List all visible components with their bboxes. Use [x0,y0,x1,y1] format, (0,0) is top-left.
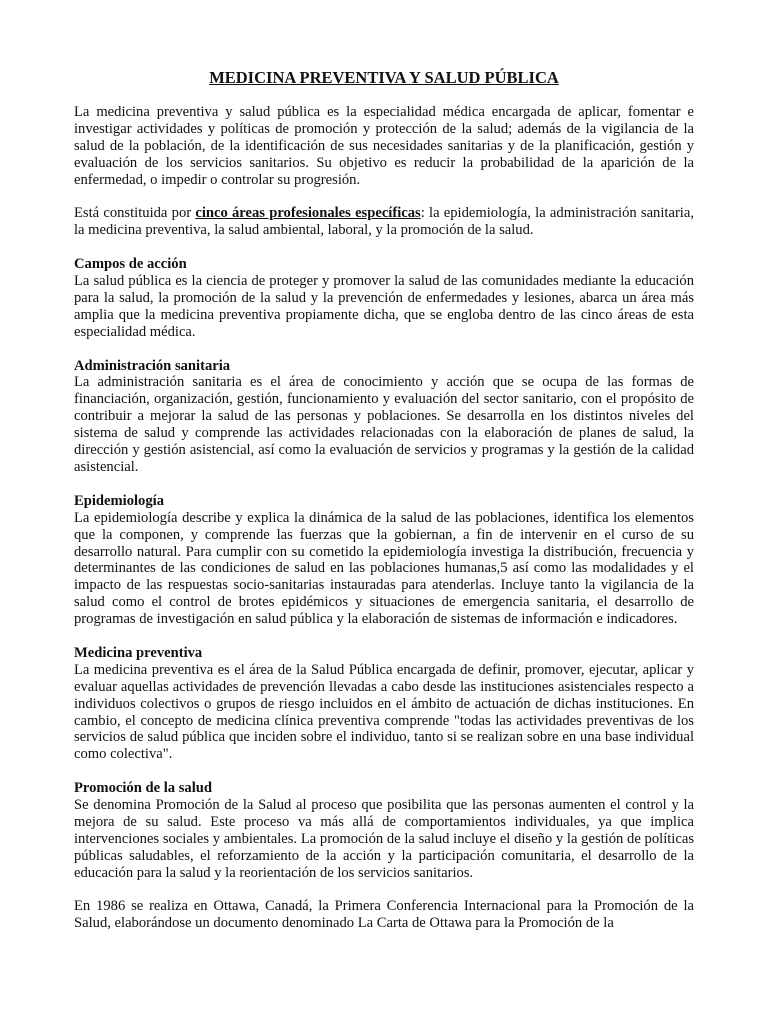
areas-prefix: Está constituida por [74,205,196,222]
document-body [74,104,694,932]
section-text-epidemiologia: La epidemiología describe y explica la dinámica de la salud de las poblaciones, identifica los elementos que la componen, y comprende las fuerzas que la gobiernan, a fin de intervenir en el curso de su desarrollo natural. Para cumplir con su cometido la epidemiología investiga la distribución, frecuencia y determinantes de las condiciones de salud en las poblaciones humanas,5 así como las modalidades y el impacto de las respuestas socio-sanitarias instauradas para atenderlas. Incluye tanto la vigilancia de la salud como el control de brotes epidémicos y situaciones de emergencia sanitaria, el desarrollo de programas de investigación en salud pública y la elaboración de sistemas de información e indicadores. [74,509,694,628]
section-text-campos: La salud pública es la ciencia de proteger y promover la salud de las comunidades mediante la educación para la salud, la promoción de la salud y la prevención de enfermedades y lesiones, abarca un área más amplia que la medicina preventiva propiamente dicha, que se engloba dentro de las cinco áreas de esta especialidad médica. [74,273,694,340]
section-text-administracion: La administración sanitaria es el área de conocimiento y acción que se ocupa de las formas de financiación, organización, gestión, funcionamiento y evaluación del sector sanitario, con el propósito de contribuir a mejorar la salud de las personas y poblaciones. Se desarrolla en los distintos niveles del sistema de salud y comprende las actividades relacionadas con la elaboración de planes de salud, la dirección y gestión asistencial, así como la evaluación de servicios y programas y la gestión de la calidad asistencial. [74,374,694,475]
intro-paragraph: La medicina preventiva y salud pública es la especialidad médica encargada de aplicar, fomentar e investigar actividades y políticas de promoción y protección de la salud; además de la vigilancia de la salud de la población, de la identificación de sus necesidades sanitarias y de la planificación, gestión y evaluación de los servicios sanitarios. Su objetivo es reducir la probabilidad de la aparición de la enfermedad, o impedir o controlar su progresión. [74,104,694,188]
areas-link[interactable]: cinco áreas profesionales específicas [195,205,421,222]
section-heading-promocion: Promoción de la salud [74,780,212,797]
section-heading-administracion: Administración sanitaria [74,357,231,374]
areas-paragraph [74,205,694,239]
closing-paragraph: En 1986 se realiza en Ottawa, Canadá, la Primera Conferencia Internacional para la Promoción de la Salud, elaborándose un documento denominado La Carta de Ottawa para la Promoción de la [74,898,694,932]
areas-suffix: : la epidemiología, la administración sanitaria, la medicina preventiva, la salud ambiental, laboral, y la promoción de la salud. [74,205,694,239]
section-text-promocion: Se denomina Promoción de la Salud al proceso que posibilita que las personas aumenten el control y la mejora de su salud. Este proceso va más allá de comportamientos individuales, ya que implica intervenciones sociales y ambientales. La promoción de la salud incluye el diseño y la gestión de políticas públicas saludables, el reforzamiento de la acción y la participación comunitaria, el desarrollo de la educación para la salud y la reorientación de los servicios sanitarios. [74,797,694,881]
page-title: MEDICINA PREVENTIVA Y SALUD PÚBLICA [209,68,559,87]
section-heading-epidemiologia: Epidemiología [74,492,165,509]
section-heading-campos: Campos de acción [74,256,187,273]
section-text-medicina-preventiva: La medicina preventiva es el área de la Salud Pública encargada de definir, promover, ejecutar, aplicar y evaluar aquellas actividades de prevención llevadas a cabo desde las instituciones asistenciales respecto a individuos colectivos o grupos de riesgo incluidos en el ámbito de actuación de dichas instituciones. En cambio, el concepto de medicina clínica preventiva comprende "todas las actividades preventivas de los servicios de salud pública que inciden sobre el individuo, tanto si se realizan sobre en una base individual como colectiva". [74,661,694,763]
section-heading-medicina-preventiva: Medicina preventiva [74,644,203,661]
